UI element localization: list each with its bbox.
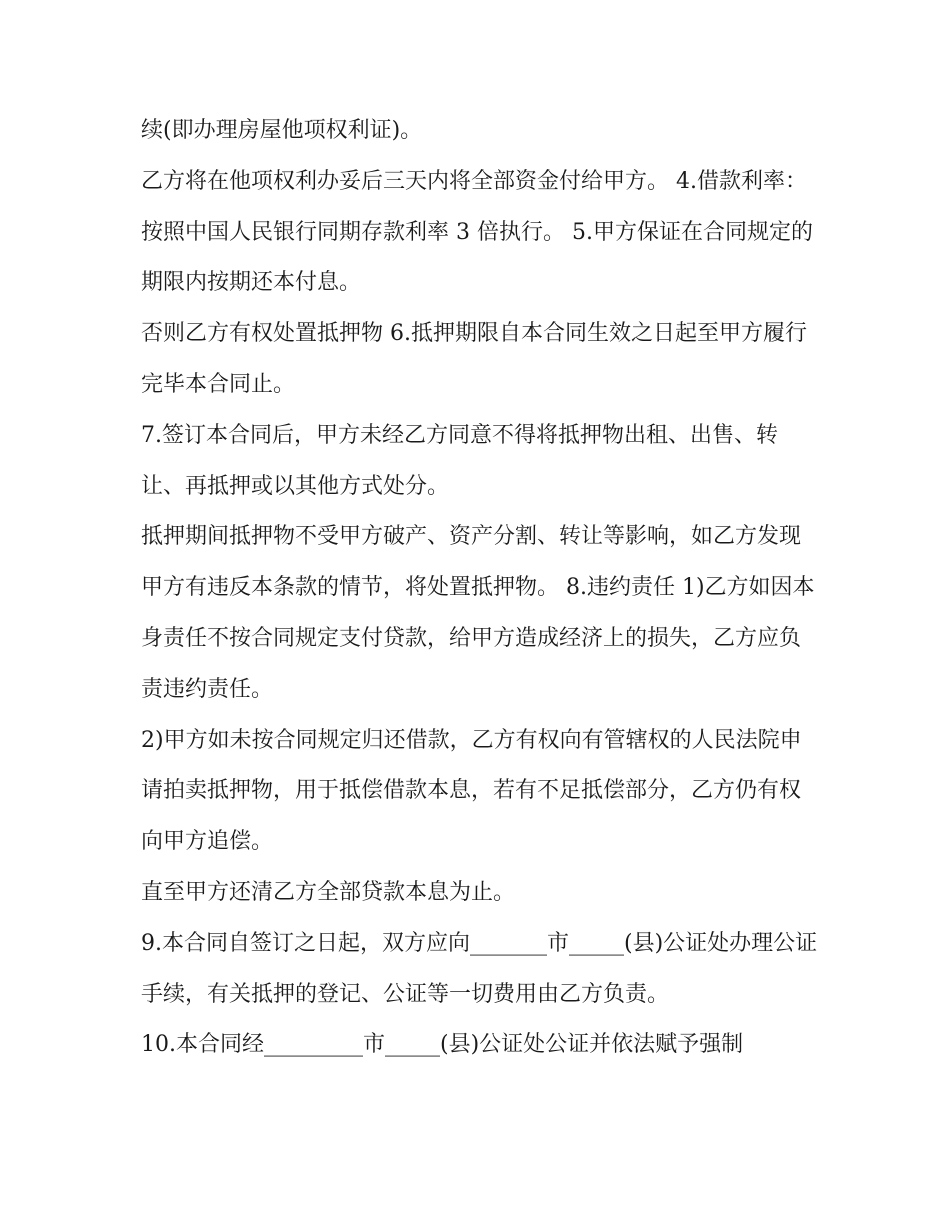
paragraph: 7.签订本合同后，甲方未经乙方同意不得将抵押物出租、出售、转让、再抵押或以其他方式处分。 [141, 422, 778, 499]
paragraph: 直至甲方还清乙方全部贷款本息为止。 [141, 879, 516, 905]
paragraph: 乙方将在他项权利办妥后三天内将全部资金付给甲方。 4.借款利率：按照中国人民银行同期存款利率 3 倍执行。 5.甲方保证在合同规定的期限内按期还本付息。 [141, 168, 813, 296]
document-body [141, 106, 821, 1071]
paragraph: 9.本合同自签订之日起，双方应向_______市_____(县)公证处办理公证手续，有关抵押的登记、公证等一切费用由乙方负责。 [141, 930, 818, 1007]
paragraph: 2)甲方如未按合同规定归还借款，乙方有权向有管辖权的人民法院申请拍卖抵押物，用于抵偿借款本息，若有不足抵偿部分，乙方仍有权向甲方追偿。 [141, 727, 802, 855]
paragraph: 否则乙方有权处置抵押物 6.抵押期限自本合同生效之日起至甲方履行完毕本合同止。 [141, 321, 807, 397]
paragraph: 续(即办理房屋他项权利证)。 [141, 118, 423, 143]
paragraph: 抵押期间抵押物不受甲方破产、资产分割、转让等影响，如乙方发现甲方有违反本条款的情节，将处置抵押物。 8.违约责任 1)乙方如因本身责任不按合同规定支付贷款，给甲方造成经济上的损失，乙方应负责违约责任。 [141, 524, 815, 702]
paragraph: 10.本合同经_________市_____(县)公证处公证并依法赋予强制 [141, 1032, 744, 1058]
